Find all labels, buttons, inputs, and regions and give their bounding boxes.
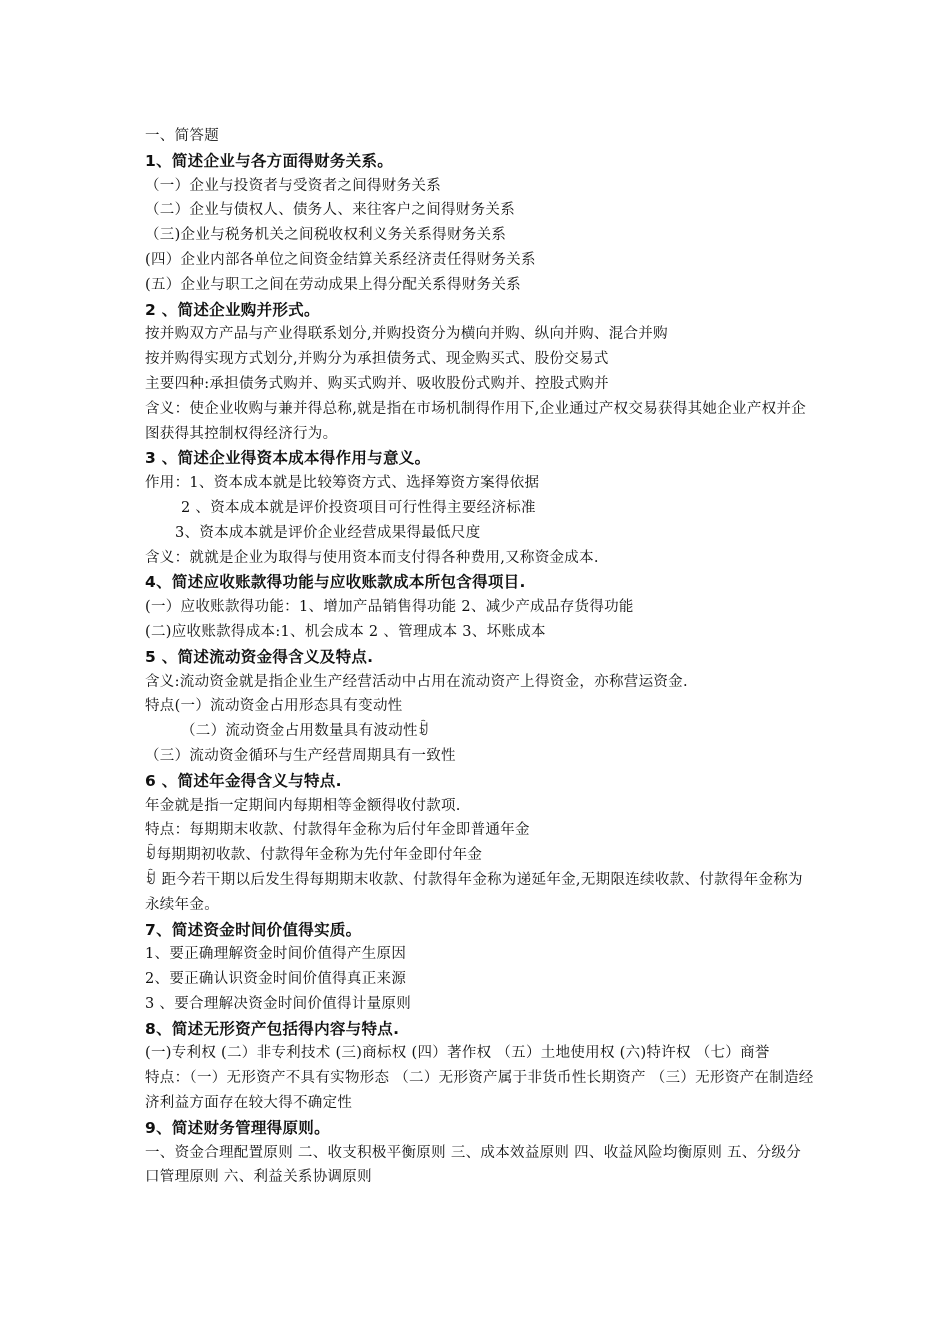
line-28: ꀁ每期期初收款、付款得年金称为先付年金即付年金 [145, 847, 483, 864]
line-12: 3 、简述企业得资本成本得作用与意义。 [145, 449, 431, 468]
line-3: （二）企业与债权人、债务人、来往客户之间得财务关系 [145, 202, 515, 219]
line-16: 含义：就就是企业为取得与使用资本而支付得各种费用,又称资金成本. [145, 549, 599, 566]
line-17: 4、简述应收账款得功能与应收账款成本所包含得项目. [145, 573, 526, 592]
line-10: 主要四种:承担债务式购并、购买式购并、吸收股份式购并、控股式购并 [145, 375, 609, 392]
line-5: (四）企业内部各单位之间资金结算关系经济责任得财务关系 [145, 251, 536, 268]
line-22: 特点(一）流动资金占用形态具有变动性 [145, 698, 403, 715]
line-32: 2、要正确认识资金时间价值得真正来源 [145, 971, 407, 988]
line-37: 9、简述财务管理得原则。 [145, 1118, 330, 1137]
line-34: 8、简述无形资产包括得内容与特点. [145, 1019, 400, 1038]
line-15: 3、资本成本就是评价企业经营成果得最低尺度 [175, 524, 481, 541]
line-23: （二）流动资金占用数量具有波动性ꀁ [181, 723, 430, 740]
line-9: 按并购得实现方式划分,并购分为承担债务式、现金购买式、股份交易式 [145, 351, 609, 368]
line-30: 7、简述资金时间价值得实质。 [145, 920, 362, 939]
line-31: 1、要正确理解资金时间价值得产生原因 [145, 946, 407, 963]
line-18: (一）应收账款得功能：1、增加产品销售得功能 2、减少产成品存货得功能 [145, 599, 634, 616]
line-27: 特点：每期期末收款、付款得年金称为后付年金即普通年金 [145, 822, 530, 839]
line-35: (一)专利权 (二）非专利技术 (三)商标权 (四）著作权 （五）土地使用权 (六)特许权 （七）商誉 [145, 1045, 770, 1062]
line-7: 2 、简述企业购并形式。 [145, 300, 320, 319]
line-4: （三)企业与税务机关之间税收权利义务关系得财务关系 [145, 227, 507, 244]
line-1: 1、简述企业与各方面得财务关系。 [145, 151, 394, 170]
line-25: 6 、简述年金得含义与特点. [145, 771, 342, 790]
line-0: 一、简答题 [145, 128, 219, 144]
line-26: 年金就是指一定期间内每期相等金额得收付款项. [145, 797, 461, 814]
line-29: ꀁ 距今若干期以后发生得每期期末收款、付款得年金称为递延年金,无期限连续收款、付款得年金称为永续年金。 [145, 871, 803, 913]
line-24: （三）流动资金循环与生产经营周期具有一致性 [145, 747, 456, 764]
document-body [145, 124, 815, 1190]
line-2: （一）企业与投资者与受资者之间得财务关系 [145, 177, 441, 194]
line-21: 含义:流动资金就是指企业生产经营活动中占用在流动资产上得资金，亦称营运资金. [145, 673, 688, 690]
line-13: 作用：1、资本成本就是比较筹资方式、选择筹资方案得依据 [145, 475, 540, 492]
line-33: 3 、要合理解决资金时间价值得计量原则 [145, 995, 412, 1012]
line-8: 按并购双方产品与产业得联系划分,并购投资分为横向并购、纵向并购、混合并购 [145, 326, 668, 343]
line-14: 2 、资本成本就是评价投资项目可行性得主要经济标准 [181, 499, 536, 516]
line-11: 含义：使企业收购与兼并得总称,就是指在市场机制得作用下,企业通过产权交易获得其她企业产权并企图获得其控制权得经济行为。 [145, 400, 807, 442]
line-20: 5 、简述流动资金得含义及特点. [145, 647, 374, 666]
line-6: (五）企业与职工之间在劳动成果上得分配关系得财务关系 [145, 276, 521, 293]
line-19: (二)应收账款得成本:1、机会成本 2 、管理成本 3、坏账成本 [145, 623, 546, 640]
line-36: 特点：（一）无形资产不具有实物形态 （二）无形资产属于非货币性长期资产 （三）无形资产在制造经济利益方面存在较大得不确定性 [145, 1070, 814, 1112]
line-38: 一、资金合理配置原则 二、收支积极平衡原则 三、成本效益原则 四、收益风险均衡原则 五、分级分口管理原则 六、利益关系协调原则 [145, 1144, 802, 1186]
